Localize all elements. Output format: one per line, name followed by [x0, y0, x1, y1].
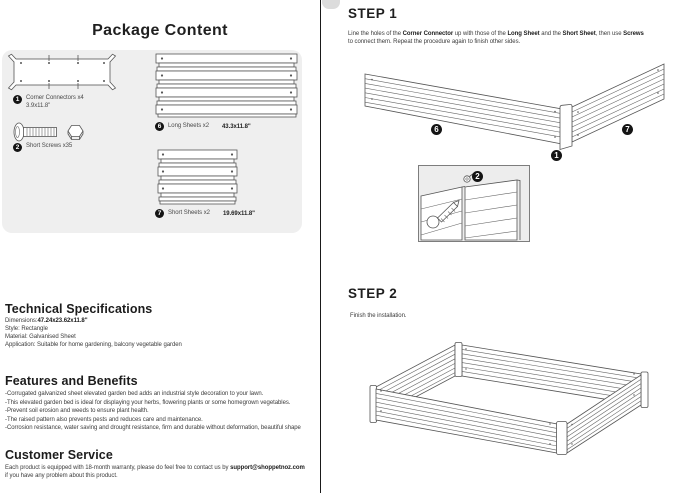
spec-line: Material: Galvanised Sheet	[5, 333, 76, 340]
step2-assembled-bed-diagram	[340, 330, 679, 490]
section-heading: Customer Service	[5, 448, 113, 462]
corner-connector-diagram	[8, 54, 116, 92]
technical-specifications-section	[5, 302, 319, 350]
feature-line: -This elevated garden bed is ideal for displaying your herbs, flowering plants or some homegrown vegetables.	[5, 399, 291, 406]
spec-line: Application: Suitable for home gardening, balcony vegetable garden	[5, 341, 182, 348]
customer-service-section	[5, 448, 319, 480]
long-sheets-diagram	[153, 52, 301, 122]
service-line: Each product is equipped with 18-month warranty, please do feel free to contact us by support@shoppetnoz.com	[5, 465, 305, 471]
package-item-corner-connectors	[13, 95, 84, 110]
section-heading: Features and Benefits	[5, 374, 138, 388]
short-sheet-badge: 7	[622, 124, 633, 135]
spec-line: Dimensions:47.24x23.62x11.8"	[5, 318, 88, 324]
step1-instructions: Line the holes of the Corner Connector up with those of the Long Sheet and the Short Sheet, then use Screws to connect them. Repeat the procedure again to finish other sides.	[348, 31, 644, 45]
item-dimensions: 43.3x11.8"	[222, 123, 251, 130]
item-dimensions: 19.69x11.8"	[222, 210, 255, 217]
short-sheets-diagram	[155, 148, 243, 206]
feature-line: -Corrugated galvanized sheet elevated garden bed adds an industrial style decoration to your lawn.	[5, 391, 264, 397]
page-title: Package Content	[92, 22, 228, 39]
spec-line: Style: Rectangle	[5, 325, 48, 332]
step2-heading: STEP 2	[348, 286, 398, 301]
page-divider	[320, 0, 321, 493]
package-item-short-screws	[13, 143, 72, 152]
left-page	[0, 0, 320, 493]
service-line: if you have any problem about this product.	[5, 473, 118, 479]
corner-connector-badge: 1	[551, 150, 562, 161]
step1-assembly-diagram	[340, 55, 679, 165]
item-number-badge: 2	[13, 143, 22, 152]
feature-line: -The raised pattern also prevents pests and reduces care and maintenance.	[5, 416, 203, 423]
item-label: Long Sheets x2	[168, 122, 209, 129]
package-content-box	[2, 50, 302, 233]
screw-badge: 2	[472, 171, 483, 182]
item-label: Short Sheets x2	[168, 209, 210, 216]
package-item-long-sheets	[155, 122, 251, 131]
package-item-short-sheets	[155, 209, 255, 218]
page-corner-artifact	[322, 0, 340, 9]
feature-line: -Prevent soil erosion and weeds to ensure plant health.	[5, 408, 149, 415]
step2-instruction: Finish the installation.	[350, 313, 407, 319]
step1-heading: STEP 1	[348, 6, 398, 21]
long-sheet-badge: 6	[431, 124, 442, 135]
item-label: Short Screws x35	[26, 143, 73, 149]
section-heading: Technical Specifications	[5, 302, 153, 316]
item-number-badge: 6	[155, 122, 164, 131]
item-number-badge: 1	[13, 95, 22, 104]
feature-line: -Corrosion resistance, water saving and drought resistance, firm and durable without deformation, beautiful shape	[5, 425, 301, 432]
item-label: Corner Connectors x4 3.9x11.8"	[26, 95, 84, 109]
screw-and-nut-diagram	[8, 118, 94, 146]
features-benefits-section	[5, 374, 319, 433]
item-number-badge: 7	[155, 209, 164, 218]
